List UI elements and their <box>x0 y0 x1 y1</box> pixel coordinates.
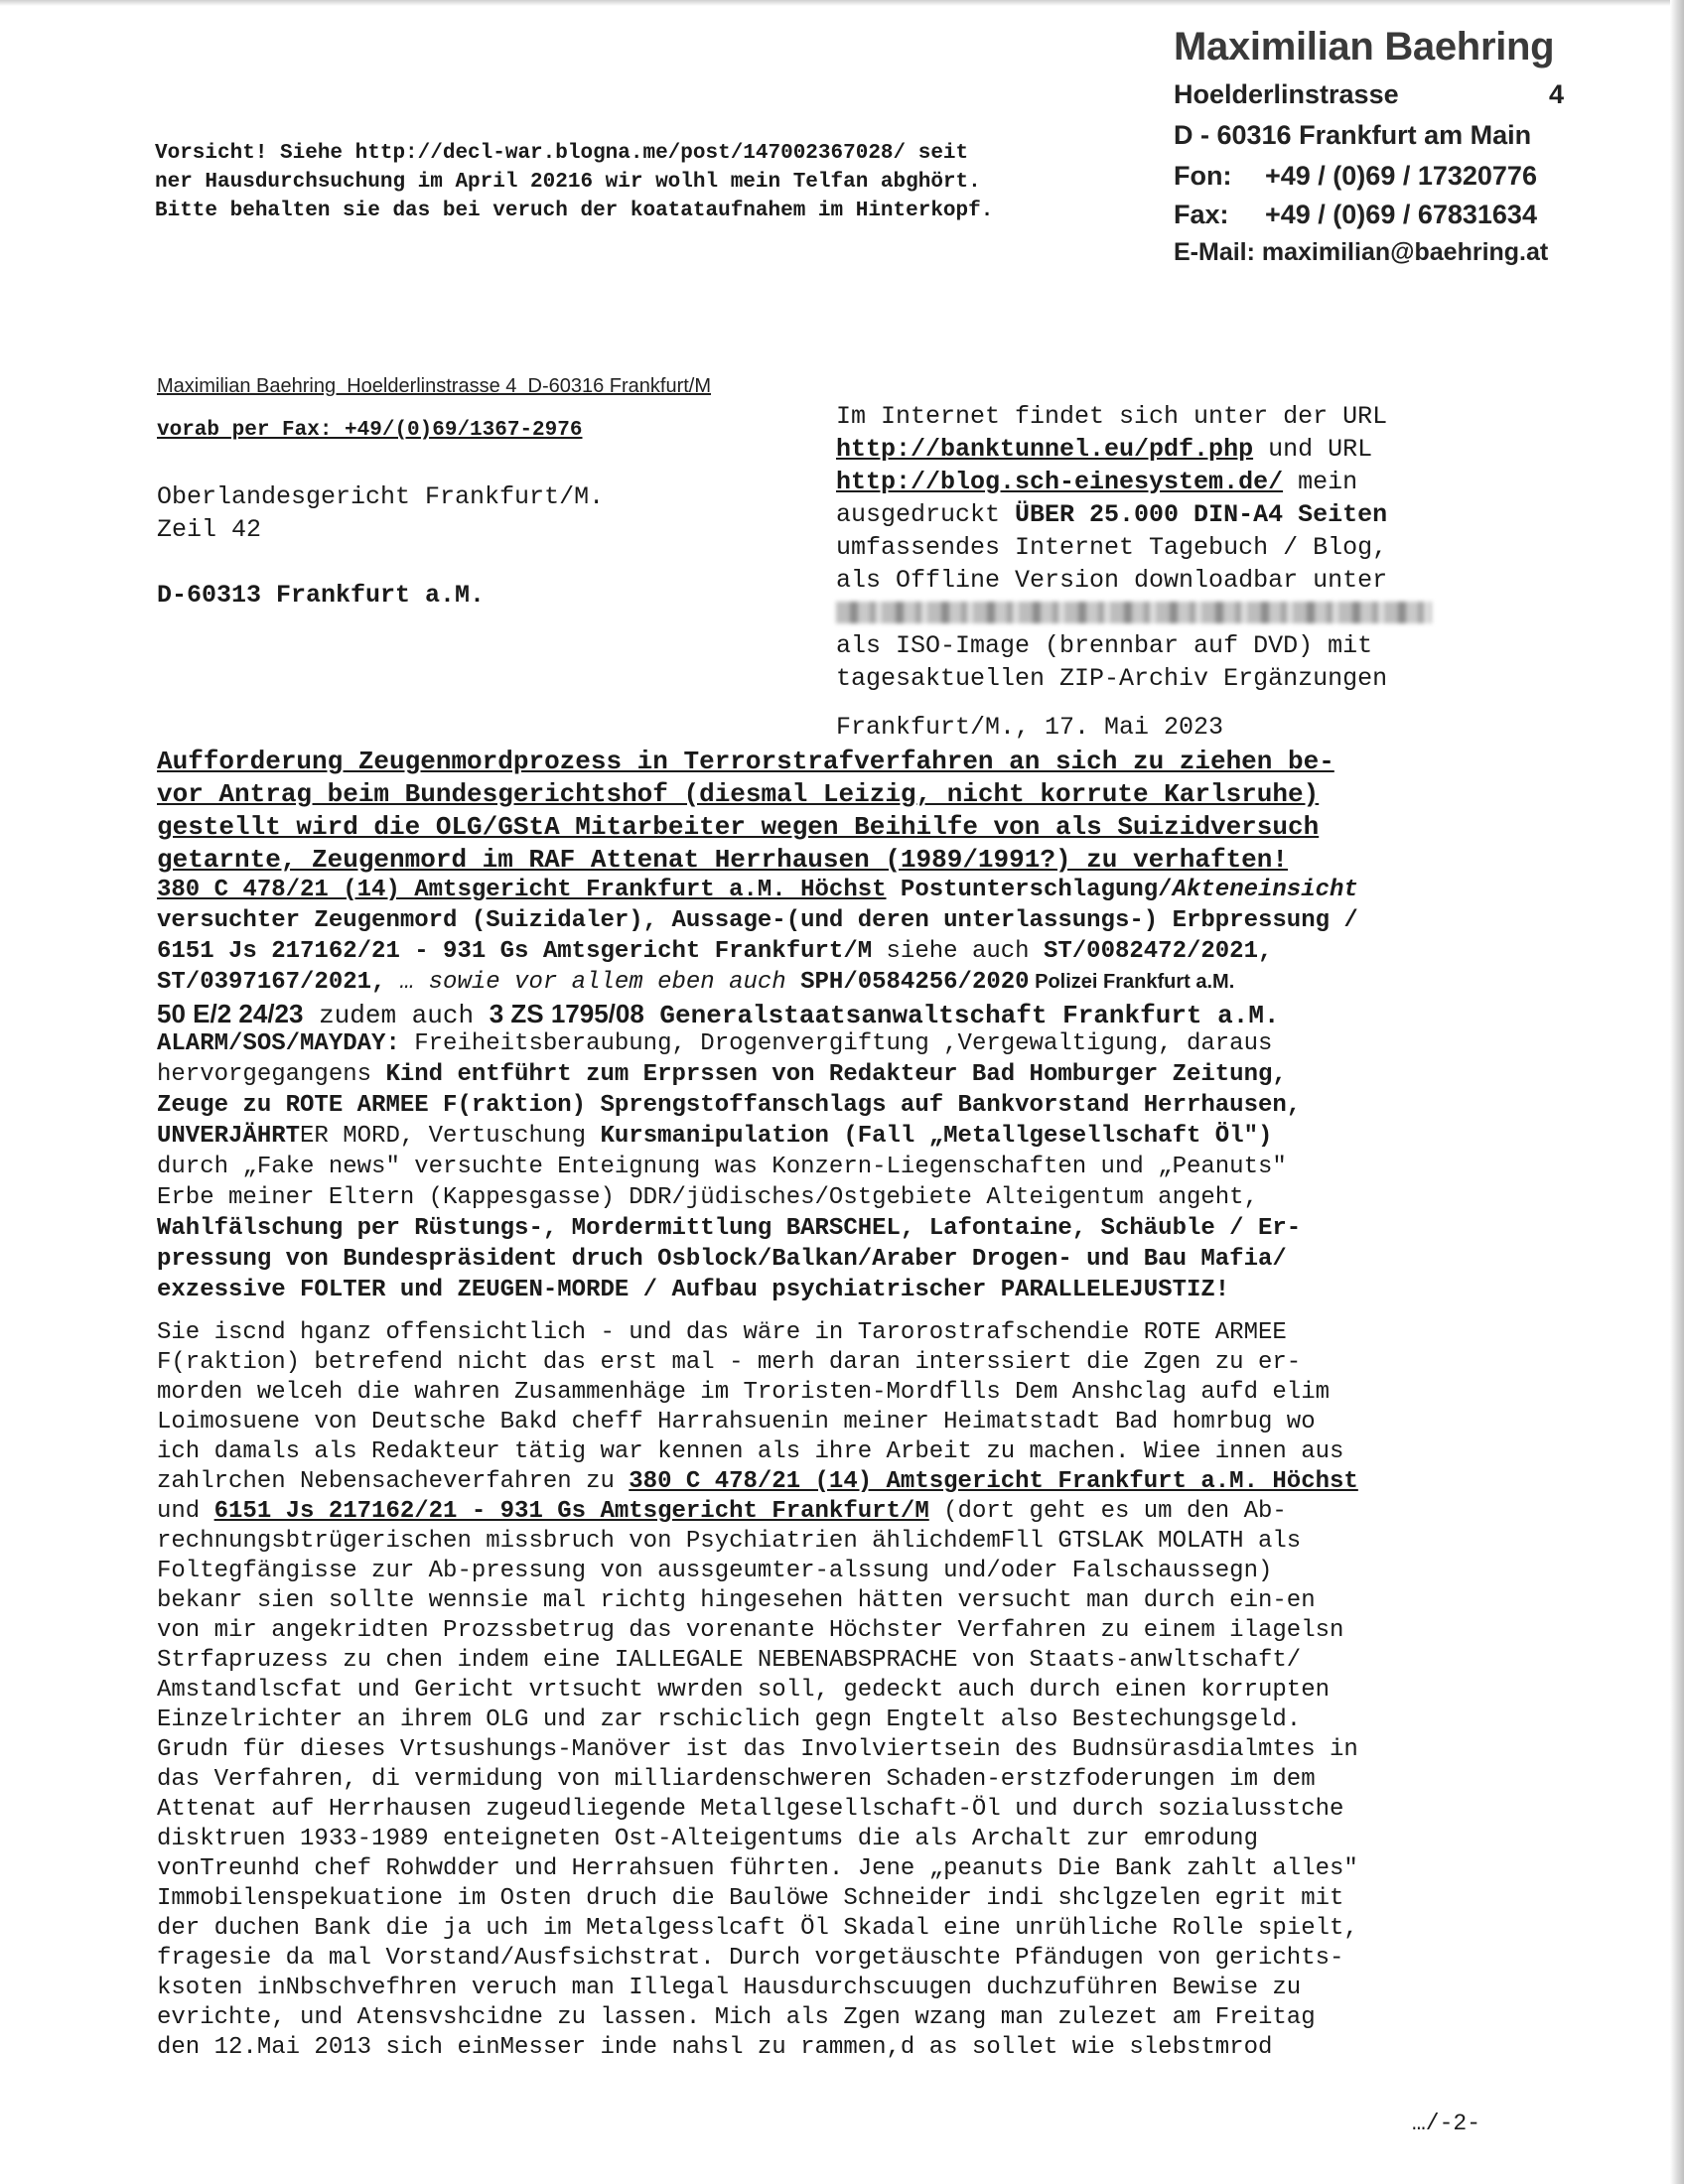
letterhead-fax <box>1174 200 1537 230</box>
case-number: SPH/0584256/2020 <box>800 969 1030 996</box>
reference-line <box>157 936 1272 967</box>
alarm-label: ALARM/SOS/MAYDAY: <box>157 1030 400 1057</box>
case-number: 380 C 478/21 (14) Amtsgericht Frankfurt a.M. Höchst <box>157 877 887 903</box>
ref-text: Generalstaatsanwaltschaft Frankfurt a.M. <box>643 1001 1280 1030</box>
street-text: Hoelderlinstrasse <box>1174 79 1399 109</box>
recipient-street: Zeil 42 <box>157 515 262 544</box>
info-text: und URL <box>1253 435 1373 464</box>
body-line <box>157 1497 1287 1527</box>
ref-text: zudem auch <box>303 1001 490 1030</box>
alarm-text: Freiheitsberaubung, Drogenvergiftung ,Vergewaltigung, daraus <box>399 1030 1273 1057</box>
info-line <box>836 466 1357 498</box>
body-line: rechnungsbtrügerischen missbruch von Psychiatrien ählichdemFll GTSLAK MOLATH als <box>157 1528 1302 1555</box>
case-number: ST/0397167/2021, <box>157 969 386 996</box>
body-line: das Verfahren, di vermidung von milliardenschweren Schaden-erstzfoderungen im dem <box>157 1766 1316 1793</box>
phone-number: +49 / (0)69 / 17320776 <box>1265 161 1537 191</box>
warning-line: Bitte behalten sie das bei veruch der koatataufnahem im Hinterkopf. <box>155 200 994 222</box>
body-line: Loimosuene von Deutsche Bakd cheff Harrahsuenin meiner Heimatstadt Bad homrbug wo <box>157 1409 1316 1435</box>
alarm-line: exzessive FOLTER und ZEUGEN-MORDE / Aufbau psychiatrischer PARALLELEJUSTIZ! <box>157 1277 1230 1303</box>
case-number: 50 E/2 24/23 <box>157 999 304 1028</box>
alarm-text: ER MORD, Vertuschung <box>300 1123 601 1150</box>
case-number: 6151 Js 217162/21 - 931 Gs Amtsgericht Frankfurt/M <box>213 1498 929 1525</box>
ref-text: Polizei Frankfurt a.M. <box>1029 971 1235 993</box>
body-text: zahlrchen Nebensacheverfahren zu <box>157 1468 630 1495</box>
letterhead-phone <box>1174 161 1537 192</box>
case-number: ST/0082472/2021, <box>1043 938 1273 965</box>
body-line: morden welceh die wahren Zusammenhäge im Troristen-Mordflls Dem Anshclag aufd elim <box>157 1379 1330 1406</box>
body-line: F(raktion) betrefend nicht das erst mal - merh daran interssiert die Zgen zu er- <box>157 1349 1302 1376</box>
letterhead-name: Maximilian Baehring <box>1174 25 1555 68</box>
letterhead-city: D - 60316 Frankfurt am Main <box>1174 120 1532 150</box>
scan-top-edge <box>0 0 1684 6</box>
body-line: Strfapruzess zu chen indem eine IALLEGALE NEBENABSPRACHE von Staats-anwltschaft/ <box>157 1647 1302 1674</box>
ref-text: Postunterschlagung/ <box>886 877 1173 903</box>
body-text: (dort geht es um den Ab- <box>928 1498 1287 1525</box>
letter-date: Frankfurt/M., 17. Mai 2023 <box>836 713 1224 742</box>
body-line: Grudn für dieses Vrtsushungs-Manöver ist das Involviertsein des Budnsürasdialmtes in <box>157 1736 1358 1763</box>
info-line: umfassendes Internet Tagebuch / Blog, <box>836 533 1388 562</box>
body-line: den 12.Mai 2013 sich einMesser inde nahsl zu rammen,d as sollet wie slebstmrod <box>157 2034 1273 2061</box>
fax-line: vorab per Fax: +49/(0)69/1367-2976 <box>157 419 583 442</box>
warning-note <box>155 139 993 225</box>
reference-line <box>157 875 1358 905</box>
case-number: 380 C 478/21 (14) Amtsgericht Frankfurt a.M. Höchst <box>629 1468 1358 1495</box>
info-text: ausgedruckt <box>836 500 1016 529</box>
letterhead-street <box>1174 79 1565 110</box>
info-line <box>836 433 1372 466</box>
letterhead-email: E-Mail: maximilian@baehring.at <box>1174 238 1549 266</box>
case-number: 6151 Js 217162/21 - 931 Gs Amtsgericht Frankfurt/M <box>157 938 873 965</box>
sender-line: Maximilian Baehring Hoelderlinstrasse 4 D-60316 Frankfurt/M <box>157 375 712 397</box>
subject-line: vor Antrag beim Bundesgerichtshof (diesmal Leizig, nicht korrute Karlsruhe) <box>157 779 1320 809</box>
house-number: 4 <box>1549 79 1565 109</box>
body-line: Foltegfängisse zur Ab-pressung von aussgeumter-alssung und/oder Falschaussegn) <box>157 1558 1273 1584</box>
warning-line: Vorsicht! Siehe http://decl-war.blogna.me/post/147002367028/ seit <box>155 142 969 165</box>
info-line: als Offline Version downloadbar unter <box>836 566 1388 595</box>
alarm-line: durch „Fake news" versuchte Enteignung was Konzern-Liegenschaften und „Peanuts" <box>157 1154 1287 1180</box>
reference-line <box>157 967 1234 998</box>
info-line: tagesaktuellen ZIP-Archiv Ergänzungen <box>836 664 1388 693</box>
recipient-court: Oberlandesgericht Frankfurt/M. <box>157 482 605 511</box>
info-text: mein <box>1283 468 1358 496</box>
body-line <box>157 1467 1358 1497</box>
body-line: bekanr sien sollte wennsie mal richtg hingesehen hätten versucht man durch ein-en <box>157 1587 1316 1614</box>
phone-label: Fon: <box>1174 161 1232 191</box>
subject-line: Aufforderung Zeugenmordprozess in Terrorstrafverfahren an sich zu ziehen be- <box>157 747 1334 776</box>
reference-line <box>157 998 1280 1032</box>
page-continuation: …/-2- <box>1412 2111 1481 2136</box>
subject-line: getarnte, Zeugenmord im RAF Attenat Herrhausen (1989/1991?) zu verhaften! <box>157 845 1288 875</box>
body-line: fragesie da mal Vorstand/Ausfsichstrat. Durch vorgetäuschte Pfändugen von gerichts- <box>157 1945 1344 1972</box>
body-line: Immobilenspekuatione im Osten druch die Baulöwe Schneider indi shclgzelen egrit mit <box>157 1885 1344 1912</box>
body-line: Amstandlscfat und Gericht vrtsucht wwrden soll, gedeckt auch durch einen korrupten <box>157 1677 1330 1704</box>
body-text: und <box>157 1498 214 1525</box>
alarm-text: Kind entführt zum Erprssen von Redakteur Bad Homburger Zeitung, <box>385 1061 1287 1088</box>
url-blog-link[interactable]: http://blog.sch-einesystem.de/ <box>836 468 1284 496</box>
alarm-line: Zeuge zu ROTE ARMEE F(raktion) Sprengstoffanschlags auf Bankvorstand Herrhausen, <box>157 1092 1302 1119</box>
fax-number: +49 / (0)69 / 67831634 <box>1265 200 1537 229</box>
alarm-line: pressung von Bundespräsident druch Osblock/Balkan/Araber Drogen- und Bau Mafia/ <box>157 1246 1287 1273</box>
body-line: evrichte, und Atensvshcidne zu lassen. Mich als Zgen wzang man zulezet am Freitag <box>157 2004 1316 2031</box>
body-line: ksoten inNbschvefhren veruch man Illegal Hausdurchscuugen duchzuführen Bewise zu <box>157 1975 1302 2001</box>
body-line: Einzelrichter an ihrem OLG und zar rschiclich gegn Engtelt also Bestechungsgeld. <box>157 1706 1302 1733</box>
page-count: ÜBER 25.000 DIN-A4 Seiten <box>1015 500 1388 529</box>
subject-line: gestellt wird die OLG/GStA Mitarbeiter wegen Beihilfe von als Suizidversuch <box>157 812 1320 842</box>
reference-line: versuchter Zeugenmord (Suizidaler), Aussage-(und deren unterlassungs-) Erbpressung / <box>157 907 1358 934</box>
body-line: von mir angekridten Prozssbetrug das vorenante Höchster Verfahren zu einem ilagelsn <box>157 1617 1344 1644</box>
alarm-line <box>157 1059 1287 1090</box>
alarm-line: Wahlfälschung per Rüstungs-, Mordermittlung BARSCHEL, Lafontaine, Schäuble / Er- <box>157 1215 1302 1242</box>
info-line: Im Internet findet sich unter der URL <box>836 402 1388 431</box>
case-number: 3 ZS 1795/08 <box>489 999 644 1028</box>
info-line <box>836 498 1387 531</box>
fax-label: Fax: <box>1174 200 1229 229</box>
scan-right-edge <box>1670 0 1684 2184</box>
body-line: der duchen Bank die ja uch im Metalgesslcaft Öl Skadal eine unrühliche Rolle spielt, <box>157 1915 1358 1942</box>
alarm-line <box>157 1028 1272 1059</box>
info-line <box>836 597 1432 629</box>
url-banktunnel-link[interactable]: http://banktunnel.eu/pdf.php <box>836 435 1254 464</box>
alarm-line <box>157 1121 1272 1152</box>
body-line: vonTreunhd chef Rohwdder und Herrahsuen führten. Jene „peanuts Die Bank zahlt alles" <box>157 1855 1358 1882</box>
ref-text: siehe auch <box>872 938 1044 965</box>
body-line: ich damals als Redakteur tätig war kennen als ihre Arbeit zu machen. Wiee innen aus <box>157 1438 1344 1465</box>
ref-text: Akteneinsicht <box>1172 877 1358 903</box>
alarm-line: Erbe meiner Eltern (Kappesgasse) DDR/jüdisches/Ostgebiete Alteigentum angeht, <box>157 1184 1258 1211</box>
body-line: disktruen 1933-1989 enteigneten Ost-Alteigentums die als Archalt zur emrodung <box>157 1826 1258 1852</box>
recipient-city: D-60313 Frankfurt a.M. <box>157 581 486 610</box>
warning-line: ner Hausdurchsuchung im April 20216 wir wolhl mein Telfan abghört. <box>155 171 981 194</box>
info-line: als ISO-Image (brennbar auf DVD) mit <box>836 631 1373 660</box>
subject <box>157 746 1334 877</box>
alarm-text: hervorgegangens <box>157 1061 386 1088</box>
redacted-url <box>836 602 1432 623</box>
alarm-text: UNVERJÄHRT <box>157 1123 301 1150</box>
body-line: Sie iscnd hganz offensichtlich - und das wäre in Tarorostrafschendie ROTE ARMEE <box>157 1319 1287 1346</box>
alarm-text: Kursmanipulation (Fall „Metallgesellschaft Öl") <box>600 1123 1273 1150</box>
body-line: Attenat auf Herrhausen zugeudliegende Metallgesellschaft-Öl und durch sozialusstche <box>157 1796 1344 1823</box>
ref-text: … sowie vor allem eben auch <box>385 969 801 996</box>
